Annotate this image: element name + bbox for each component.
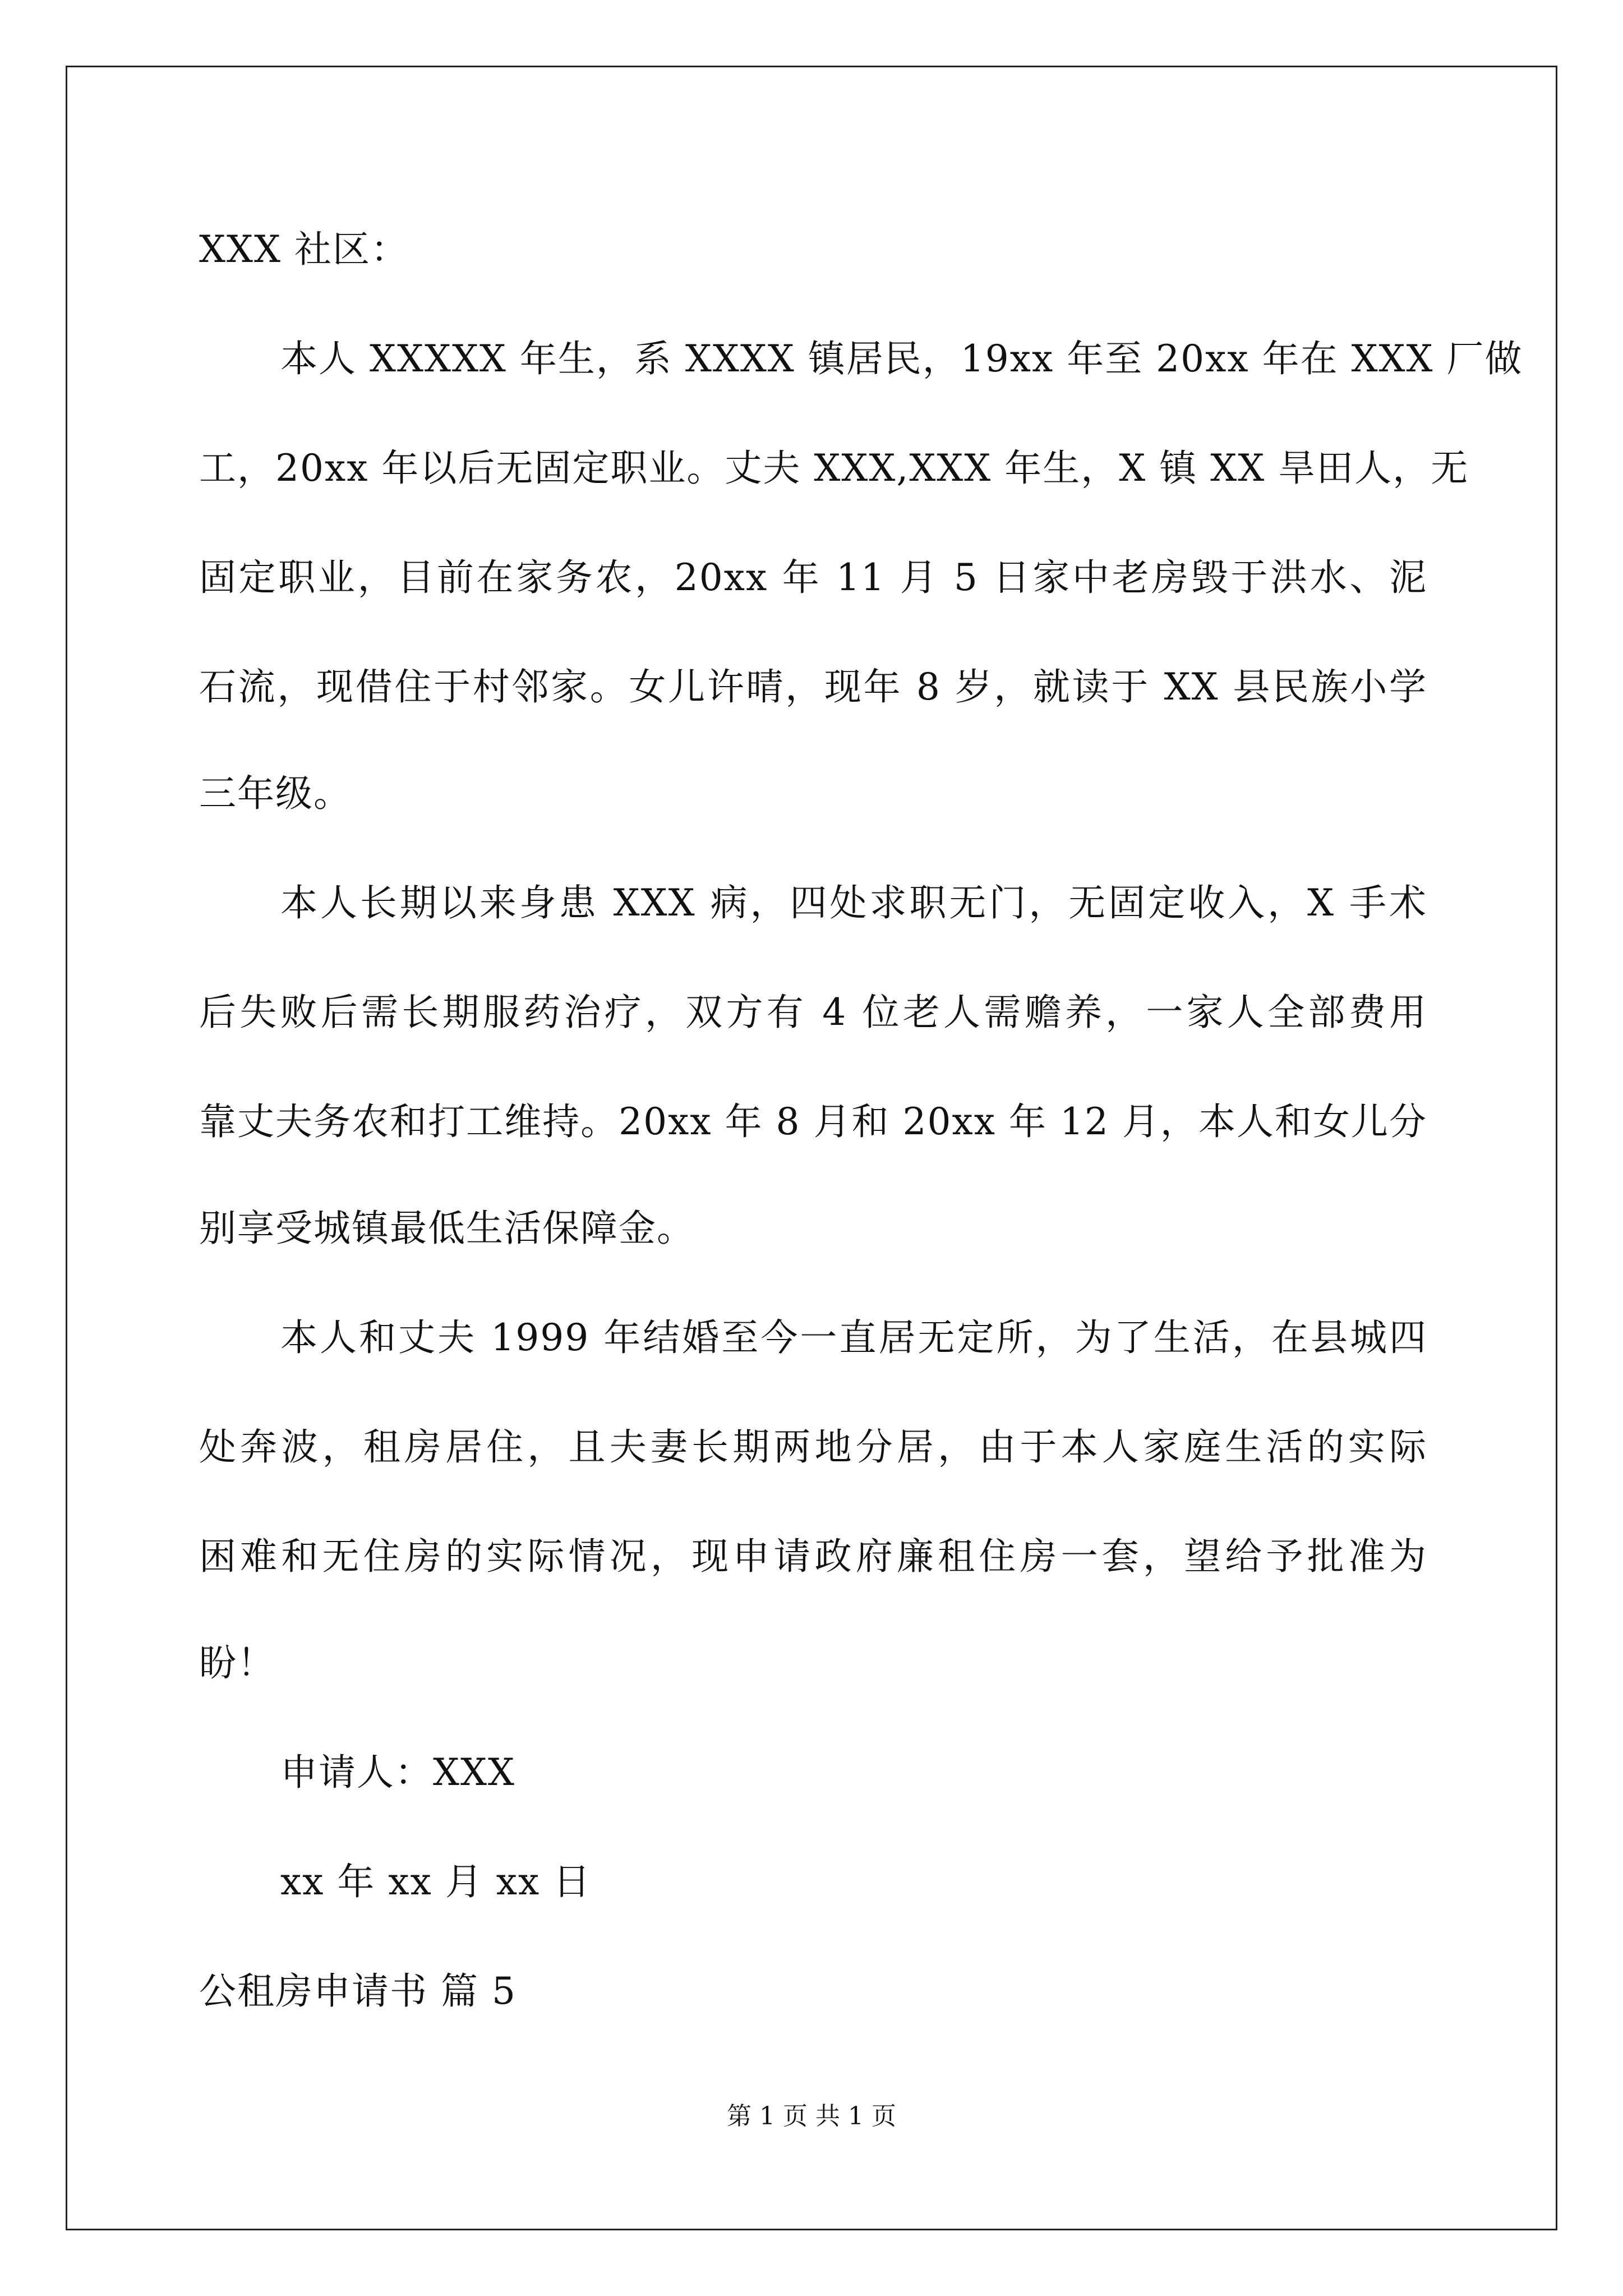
- paragraph-2-line-3: 靠丈夫务农和打工维持。20xx 年 8 月和 20xx 年 12 月，本人和女儿分: [199, 1100, 1427, 1143]
- paragraph-3-line-3: 困难和无住房的实际情况，现申请政府廉租住房一套，望给予批准为: [199, 1535, 1427, 1578]
- paragraph-2-line-4: 别享受城镇最低生活保障金。: [199, 1207, 695, 1250]
- paragraph-1-line-4: 石流，现借住于村邻家。女儿许晴，现年 8 岁，就读于 XX 县民族小学: [199, 665, 1427, 708]
- page-border: [66, 66, 1557, 2230]
- paragraph-2-line-1: 本人长期以来身患 XXX 病，四处求职无门，无固定收入，X 手术: [280, 881, 1427, 924]
- paragraph-2-line-2: 后失败后需长期服药治疗，双方有 4 位老人需赡养，一家人全部费用: [199, 991, 1427, 1034]
- next-section-title: 公租房申请书 篇 5: [199, 1970, 517, 2013]
- paragraph-1-line-5: 三年级。: [199, 772, 352, 815]
- applicant-line: 申请人：XXX: [280, 1751, 515, 1794]
- page-number-footer: 第 1 页 共 1 页: [727, 2102, 896, 2131]
- paragraph-3-line-2: 处奔波，租房居住，且夫妻长期两地分居，由于本人家庭生活的实际: [199, 1425, 1427, 1469]
- date-line: xx 年 xx 月 xx 日: [280, 1860, 592, 1903]
- paragraph-3-line-4: 盼！: [199, 1641, 275, 1685]
- paragraph-1-line-3: 固定职业，目前在家务农，20xx 年 11 月 5 日家中老房毁于洪水、泥: [199, 556, 1427, 599]
- paragraph-1-line-1: 本人 XXXXX 年生，系 XXXX 镇居民，19xx 年至 20xx 年在 XXX 厂做: [280, 337, 1523, 380]
- paragraph-3-line-1: 本人和丈夫 1999 年结婚至今一直居无定所，为了生活，在县城四: [280, 1316, 1427, 1359]
- salutation: XXX 社区：: [199, 228, 409, 271]
- paragraph-1-line-2: 工，20xx 年以后无固定职业。丈夫 XXX,XXX 年生，X 镇 XX 旱田人，无: [199, 447, 1469, 490]
